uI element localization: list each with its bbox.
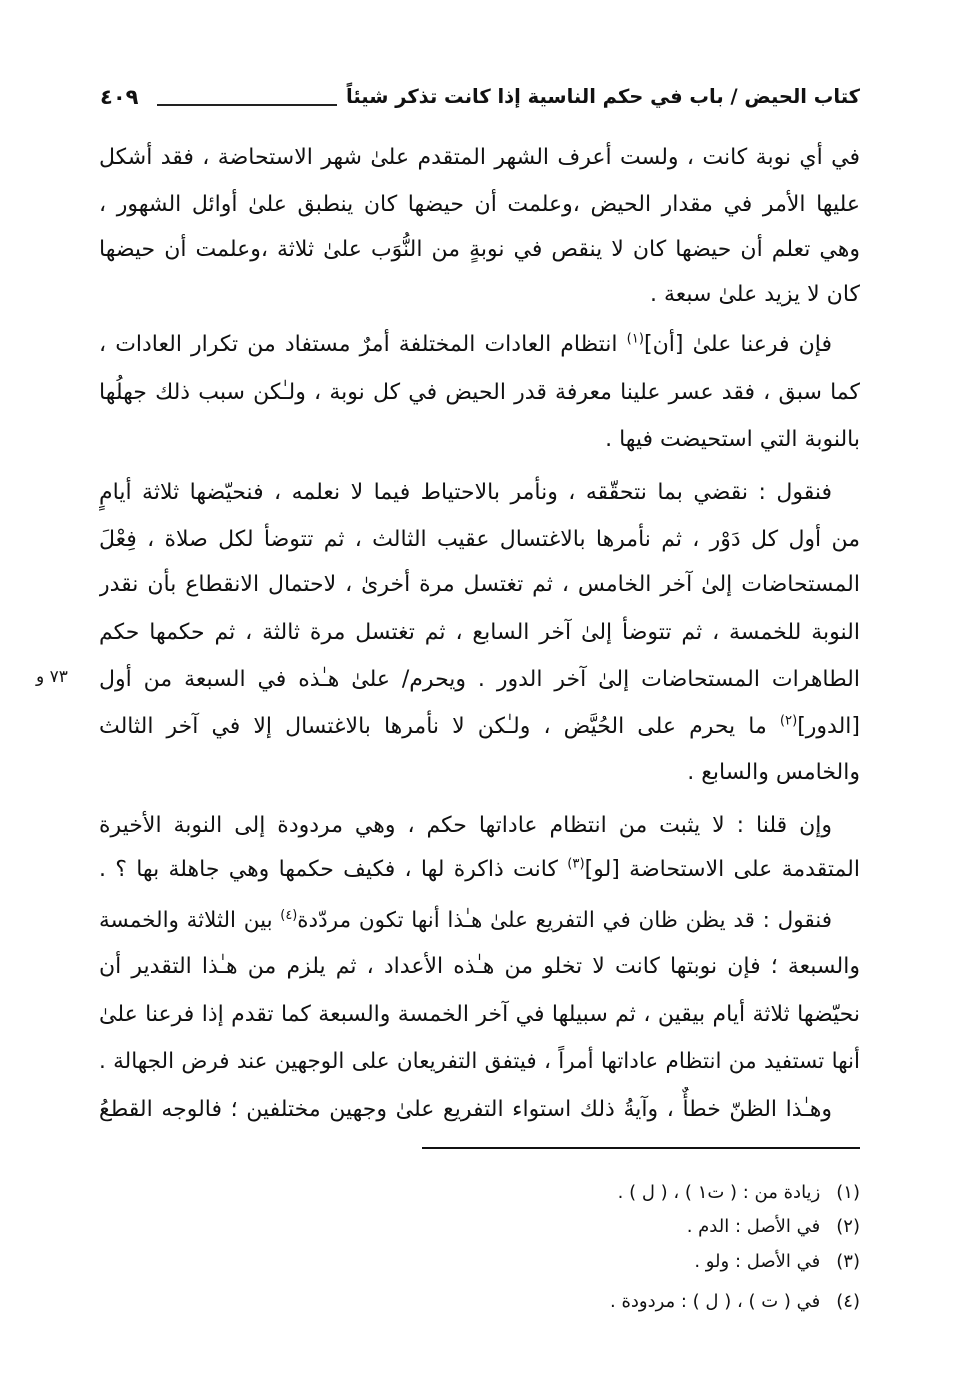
header-rule	[157, 104, 337, 106]
line-text: بين الثلاثة والخمسة	[99, 908, 281, 933]
footnote	[360, 1245, 860, 1279]
footnote-number: (٢)	[836, 1216, 860, 1237]
line-text: انتظام العادات المختلفة أمرٌ مستفاد من تكرار العادات ،	[99, 332, 627, 357]
line-text: كانت ذاكرة لها ، فكيف حكمها وهي جاهلة بها ؟ .	[99, 857, 568, 882]
body-line	[99, 704, 860, 750]
body-line: كما سبق ، فقد عسر علينا معرفة قدر الحيض في كل نوبة ، ولـٰكن سبب ذلك جهلُها	[99, 380, 860, 405]
footnote-number: (١)	[836, 1182, 860, 1203]
body-line: والخامس والسابع .	[687, 760, 860, 785]
body-line: وهي تعلم أن حيضها كان لا ينقص في نوبةٍ من النُّوَب علىٰ ثلاثة ،وعلمت أن حيضها	[99, 237, 860, 262]
margin-folio-note: ٧٣ و	[36, 667, 68, 687]
footnote-text: في الأصل : ولو .	[694, 1251, 821, 1272]
footnote	[360, 1176, 860, 1210]
line-text: ما يحرم على الحُيَّض ، ولـٰكن لا نأمرها بالاغتسال إلا في آخر الثالث	[99, 714, 780, 739]
footnote-text: في الأصل : الدم .	[686, 1216, 821, 1237]
footnote-number: (٤)	[836, 1291, 860, 1312]
body-line: أنها تستفيد من انتظام عاداتها أمراً ، فيتفق التفريعان على الوجهين عند فرض الجهالة .	[99, 1049, 860, 1074]
footnote	[360, 1285, 860, 1319]
body-line: نحيّضها ثلاثة أيام بيقين ، ثم سبيلها في آخر الخمسة والسبعة كما تقدم إذا فرعنا علىٰ	[99, 1002, 860, 1027]
body-line: كان لا يزيد علىٰ سبعة .	[650, 282, 860, 307]
body-line: الطاهرات المستحاضات إلىٰ آخر الدور . ويحرم/ علىٰ هـٰذه في السبعة من أول	[99, 667, 860, 692]
body-line: وإن قلنا : لا يثبت من انتظام عاداتها حكم ، وهي مردودة إلى النوبة الأخيرة	[99, 813, 832, 838]
body-line: من أول كل دَوْر ، ثم نأمرها بالاغتسال عقيب الثالث ، ثم تتوضأ لكل صلاة ، فِعْلَ	[99, 527, 860, 552]
body-line: بالنوبة التي استحيضت فيها .	[605, 427, 860, 452]
line-text: [الدور]	[797, 714, 860, 739]
footnote-ref: (٢)	[779, 713, 798, 729]
body-line: المستحاضات إلىٰ آخر الخامس ، ثم تغتسل مرة أخرىٰ ، لاحتمال الانقطاع بأن نقدر	[99, 572, 860, 597]
page-number: ٤٠٩	[100, 85, 139, 109]
body-line	[99, 847, 860, 893]
line-text: المتقدمة على الاستحاضة [لو]	[584, 857, 860, 882]
running-title: كتاب الحيض / باب في حكم الناسية إذا كانت تذكر شيئاً	[346, 85, 860, 108]
line-text: فنقول : قد يظن ظان في التفريع علىٰ هـٰذا أنها تكون مردّدة	[297, 908, 832, 933]
body-line: وهـٰذا الظنّ خطأٌ ، وآيةُ ذلك استواء التفريع علىٰ وجهين مختلفين ؛ فالوجه القطعُ	[99, 1097, 832, 1122]
footnote-number: (٣)	[836, 1251, 860, 1272]
footnote-separator	[422, 1147, 860, 1149]
line-text: فإن فرعنا علىٰ [أن]	[644, 332, 832, 357]
footnote-ref: (١)	[626, 331, 645, 347]
footnote-text: زيادة من : ( ت١ ) ، ( ل ) .	[617, 1182, 821, 1203]
footnote	[360, 1210, 860, 1244]
footnote-ref: (٣)	[567, 856, 585, 872]
footnote-ref: (٤)	[280, 907, 298, 923]
body-line: النوبة للخمسة ، ثم تتوضأ إلىٰ آخر السابع ، ثم تغتسل مرة ثالثة ، ثم حكمها حكم	[99, 620, 860, 645]
footnote-text: في ( ت ) ، ( ل ) : مردودة .	[610, 1291, 821, 1312]
body-line	[99, 322, 860, 368]
body-line: عليها الأمر في مقدار الحيض ،وعلمت أن حيضها كان ينطبق علىٰ أوائل الشهور ،	[99, 192, 860, 217]
body-line: والسبعة ؛ فإن نوبتها كانت لا تخلو من هـٰذه الأعداد ، ثم يلزم من هـٰذا التقدير أن	[99, 954, 860, 979]
body-line	[99, 898, 860, 944]
body-line: في أي نوبة كانت ، ولست أعرف الشهر المتقدم علىٰ شهر الاستحاضة ، فقد أشكل	[99, 145, 860, 170]
body-line: فنقول : نقضي بما نتحقّقه ، ونأمر بالاحتياط فيما لا نعلمه ، فنحيّضها ثلاثة أيامٍ	[99, 480, 832, 505]
